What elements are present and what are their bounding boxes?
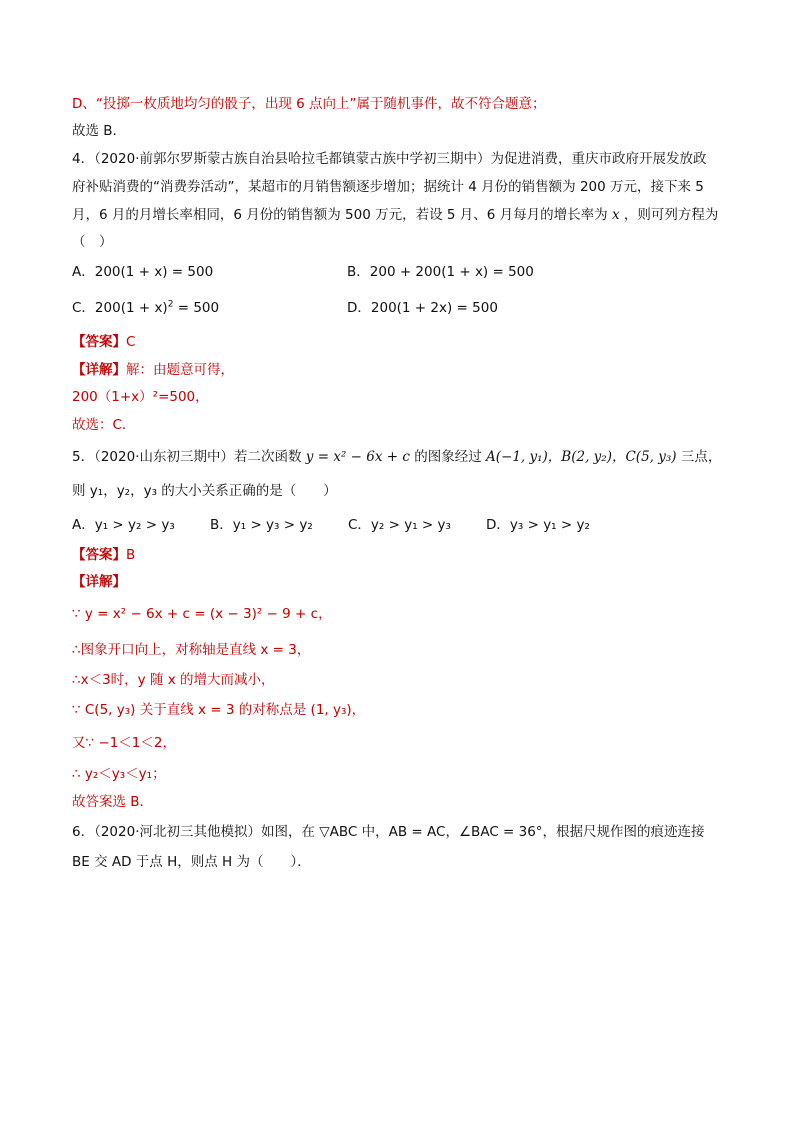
answer-value: C	[126, 334, 136, 350]
q4-selection: 故选：C．	[72, 417, 136, 433]
answer-label: 【答案】	[72, 334, 126, 350]
q4-option-d: D．200(1 + 2x) = 500	[347, 300, 498, 316]
q5-option-b: B．y₁ > y₃ > y₂	[210, 517, 313, 533]
q4-option-c-exp: 2	[167, 299, 174, 310]
q4-option-c	[72, 298, 219, 318]
q4-line-3	[72, 205, 718, 225]
q5-line-1-text: 5．（2020·山东初三期中）若二次函数	[72, 449, 302, 465]
q5-step-5: 又∵ −1＜1＜2，	[72, 735, 176, 751]
q4-variable: x	[611, 207, 620, 223]
q6-line-2: BE 交 AD 于点 H，则点 H 为（ ）．	[72, 854, 311, 870]
q4-option-c-pre: C．200(1 + x)	[72, 300, 168, 316]
detail-label: 【详解】	[72, 574, 126, 590]
q5-line-1-tail: 三点，	[680, 449, 722, 465]
q4-line-1: 4．（2020·前郭尔罗斯蒙古族自治县哈拉毛都镇蒙古族中学初三期中）为促进消费，重庆市政府开展发放政	[72, 151, 707, 167]
q4-line-3-text: 月，6 月的月增长率相同，6 月份的销售额为 500 万元，若设 5 月、6 月每月的增长率为	[72, 207, 608, 223]
q5-detail-label	[72, 572, 126, 592]
q5-option-a: A．y₁ > y₂ > y₃	[72, 517, 175, 533]
q5-line-1-mid: 的图象经过	[414, 449, 482, 465]
detail-text: 解：由题意可得，	[126, 362, 234, 378]
q5-answer	[72, 545, 135, 565]
q5-option-c: C．y₂ > y₁ > y₃	[348, 517, 451, 533]
q5-line-1	[72, 447, 721, 467]
q4-line-3-tail: ，则可列方程为	[623, 207, 719, 223]
q5-step-7: 故答案选 B．	[72, 794, 154, 810]
q4-line-2: 府补贴消费的“消费券活动”，某超市的月销售额逐步增加；据统计 4 月份的销售额为 200 万元，接下来 5	[72, 179, 704, 195]
answer-label: 【答案】	[72, 547, 126, 563]
q5-step-1: ∵ y = x² − 6x + c = (x − 3)² − 9 + c，	[72, 606, 332, 622]
option-d-explanation: D、“投掷一枚质地均匀的骰子，出现 6 点向上”属于随机事件，故不符合题意；	[72, 96, 546, 112]
q4-option-b: B．200 + 200(1 + x) = 500	[347, 264, 534, 280]
q5-step-6: ∴ y₂＜y₃＜y₁；	[72, 766, 166, 782]
q4-answer	[72, 332, 135, 352]
detail-label: 【详解】	[72, 362, 126, 378]
q6-line-1: 6．（2020·河北初三其他模拟）如图，在 ▽ABC 中，AB = AC，∠BAC = 36°，根据尺规作图的痕迹连接	[72, 824, 705, 840]
q5-option-d: D．y₃ > y₁ > y₂	[486, 517, 590, 533]
q4-equation: 200（1+x）²=500，	[72, 389, 209, 405]
answer-value: B	[126, 547, 136, 563]
q4-detail	[72, 360, 234, 380]
conclusion-line: 故选 B．	[72, 123, 127, 139]
q4-option-c-post: = 500	[173, 300, 220, 316]
q4-option-a: A．200(1 + x) = 500	[72, 264, 214, 280]
q5-step-2: ∴图象开口向上，对称轴是直线 x = 3，	[72, 642, 311, 658]
q5-points: A(−1, y₁)，B(2, y₂)，C(5, y₃)	[486, 449, 677, 465]
q5-function: y = x² − 6x + c	[305, 449, 410, 465]
q5-line-2: 则 y₁，y₂，y₃ 的大小关系正确的是（ ）	[72, 483, 337, 499]
q5-step-3: ∴x＜3时，y 随 x 的增大而减小，	[72, 672, 275, 688]
q5-step-4: ∵ C(5, y₃) 关于直线 x = 3 的对称点是 (1, y₃)，	[72, 702, 366, 718]
q4-answer-paren: （ ）	[72, 234, 113, 250]
